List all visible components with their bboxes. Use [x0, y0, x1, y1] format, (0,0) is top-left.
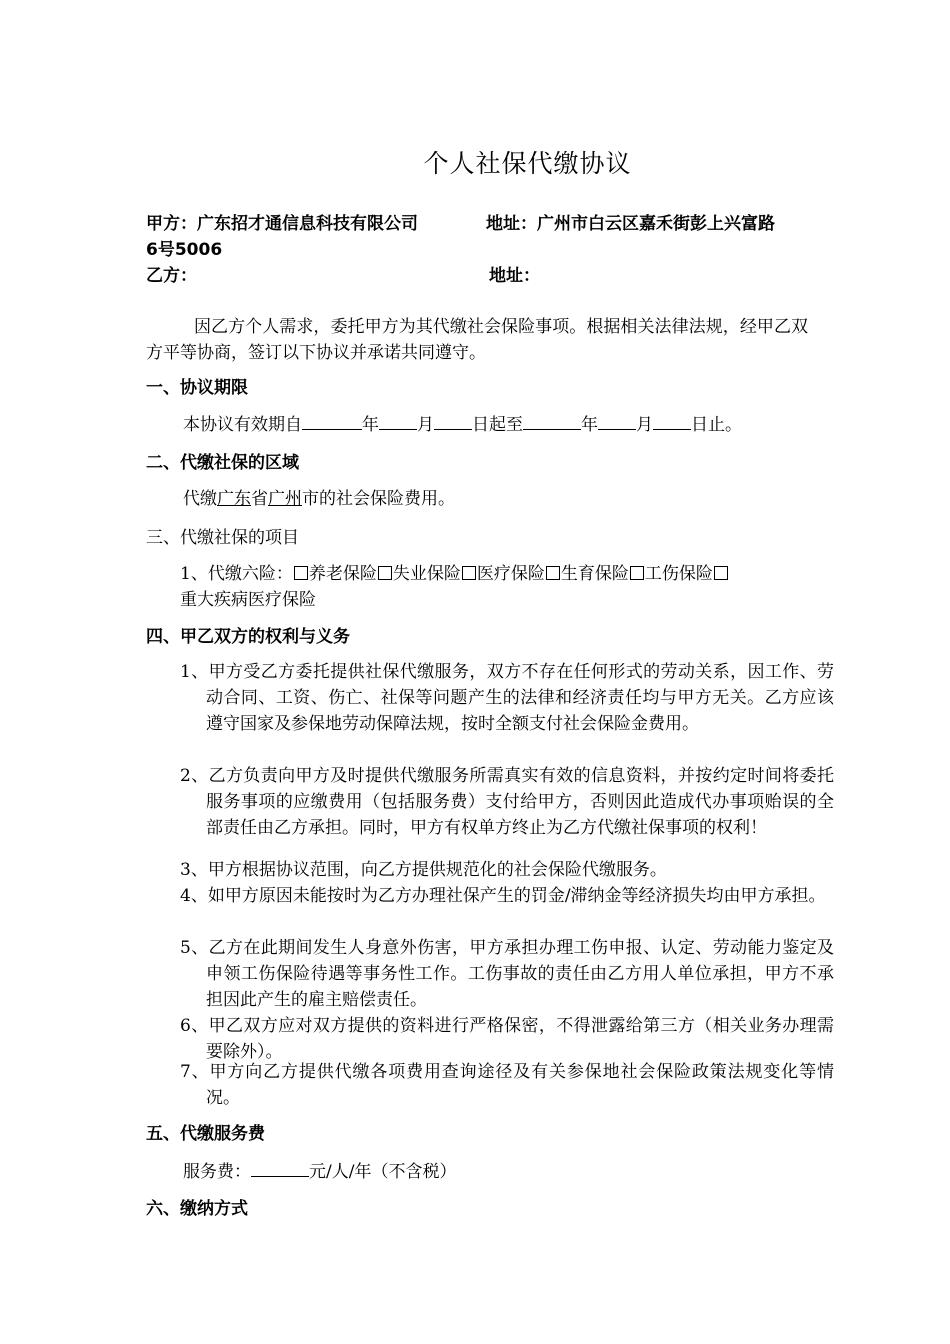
section-1-heading: 一、协议期限	[146, 378, 248, 398]
section-5-heading: 五、代缴服务费	[146, 1124, 265, 1144]
province-suffix: 省	[251, 489, 268, 509]
section-3-heading: 三、代缴社保的项目	[146, 528, 299, 548]
obligation-item-5: 5、乙方在此期间发生人身意外伤害，甲方承担办理工伤申报、认定、劳动能力鉴定及申领工伤保险待遇等事务性工作。工伤事故的责任由乙方用人单位承担，甲方不承担因此产生的雇主赔偿责任。	[180, 938, 834, 1010]
end-day-blank[interactable]	[653, 411, 691, 430]
party-b-address: 地址：	[489, 266, 540, 286]
item-injury: 工伤保险	[644, 564, 713, 584]
service-fee-label: 服务费：	[183, 1162, 251, 1182]
obligation-item-4: 4、如甲方原因未能按时为乙方办理社保产生的罚金/滞纳金等经济损失均由甲方承担。	[180, 886, 826, 906]
item-medical: 医疗保险	[476, 564, 545, 584]
section-2-heading: 二、代缴社保的区域	[146, 453, 299, 473]
item-maternity: 生育保险	[560, 564, 629, 584]
start-month-blank[interactable]	[379, 411, 417, 430]
party-a-name: 甲方：广东招才通信息科技有限公司	[146, 214, 418, 234]
day-end-label: 日止。	[691, 415, 742, 435]
obligation-item-3: 3、甲方根据协议范围，向乙方提供规范化的社会保险代缴服务。	[180, 860, 667, 880]
day-from-label: 日起至	[472, 415, 523, 435]
item-critical-illness: 重大疾病医疗保险	[180, 590, 316, 610]
province-value: 广东	[217, 489, 251, 509]
intro-paragraph: 因乙方个人需求，委托甲方为其代缴社会保险事项。根据相关法律法规，经甲乙双方平等协商，签订以下协议并承诺共同遵守。	[146, 317, 808, 363]
month2-label: 月	[636, 415, 653, 435]
service-fee-unit: 元/人/年（不含税）	[309, 1162, 457, 1182]
term-prefix: 本协议有效期自	[183, 415, 302, 435]
end-year-blank[interactable]	[523, 411, 581, 430]
start-year-blank[interactable]	[302, 411, 362, 430]
year-label: 年	[362, 415, 379, 435]
checkbox-critical-illness[interactable]	[714, 566, 728, 580]
party-b-name: 乙方：	[146, 266, 197, 286]
service-fee-blank[interactable]	[251, 1158, 309, 1177]
insurance-prefix: 1、代缴六险：	[180, 564, 293, 584]
start-day-blank[interactable]	[434, 411, 472, 430]
obligation-item-1: 1、甲方受乙方委托提供社保代缴服务，双方不存在任何形式的劳动关系，因工作、劳动合同、工资、伤亡、社保等问题产生的法律和经济责任均与甲方无关。乙方应该遵守国家及参保地劳动保障法规，按时全额支付社会保险金费用。	[180, 662, 834, 734]
obligation-item-6: 6、甲乙双方应对双方提供的资料进行严格保密，不得泄露给第三方（相关业务办理需要除外）。	[180, 1016, 834, 1062]
document-title: 个人社保代缴协议	[423, 149, 632, 178]
section-4-heading: 四、甲乙双方的权利与义务	[146, 627, 350, 647]
year2-label: 年	[581, 415, 598, 435]
obligation-item-7: 7、甲方向乙方提供代缴各项费用查询途径及有关参保地社会保险政策法规变化等情况。	[180, 1062, 834, 1108]
city-value: 广州	[268, 489, 302, 509]
checkbox-injury[interactable]	[630, 566, 644, 580]
obligation-item-2: 2、乙方负责向甲方及时提供代缴服务所需真实有效的信息资料，并按约定时间将委托服务事项的应缴费用（包括服务费）支付给甲方，否则因此造成代办事项贻误的全部责任由乙方承担。同时，甲方有权单方终止为乙方代缴社保事项的权利！	[180, 766, 834, 838]
checkbox-medical[interactable]	[462, 566, 476, 580]
section-6-heading: 六、缴纳方式	[146, 1199, 248, 1219]
region-suffix: 市的社会保险费用。	[302, 489, 455, 509]
end-month-blank[interactable]	[598, 411, 636, 430]
checkbox-unemployment[interactable]	[378, 566, 392, 580]
item-unemployment: 失业保险	[392, 564, 461, 584]
region-line	[183, 486, 455, 512]
checkbox-maternity[interactable]	[546, 566, 560, 580]
service-fee-line	[183, 1158, 456, 1185]
item-pension: 养老保险	[308, 564, 377, 584]
region-prefix: 代缴	[183, 489, 217, 509]
insurance-items	[180, 561, 808, 613]
party-a-address-cont: 6号5006	[146, 240, 223, 260]
checkbox-pension[interactable]	[294, 566, 308, 580]
party-a-address: 地址：广州市白云区嘉禾街彭上兴富路	[486, 214, 775, 234]
month-label: 月	[417, 415, 434, 435]
agreement-term-line	[183, 411, 742, 438]
